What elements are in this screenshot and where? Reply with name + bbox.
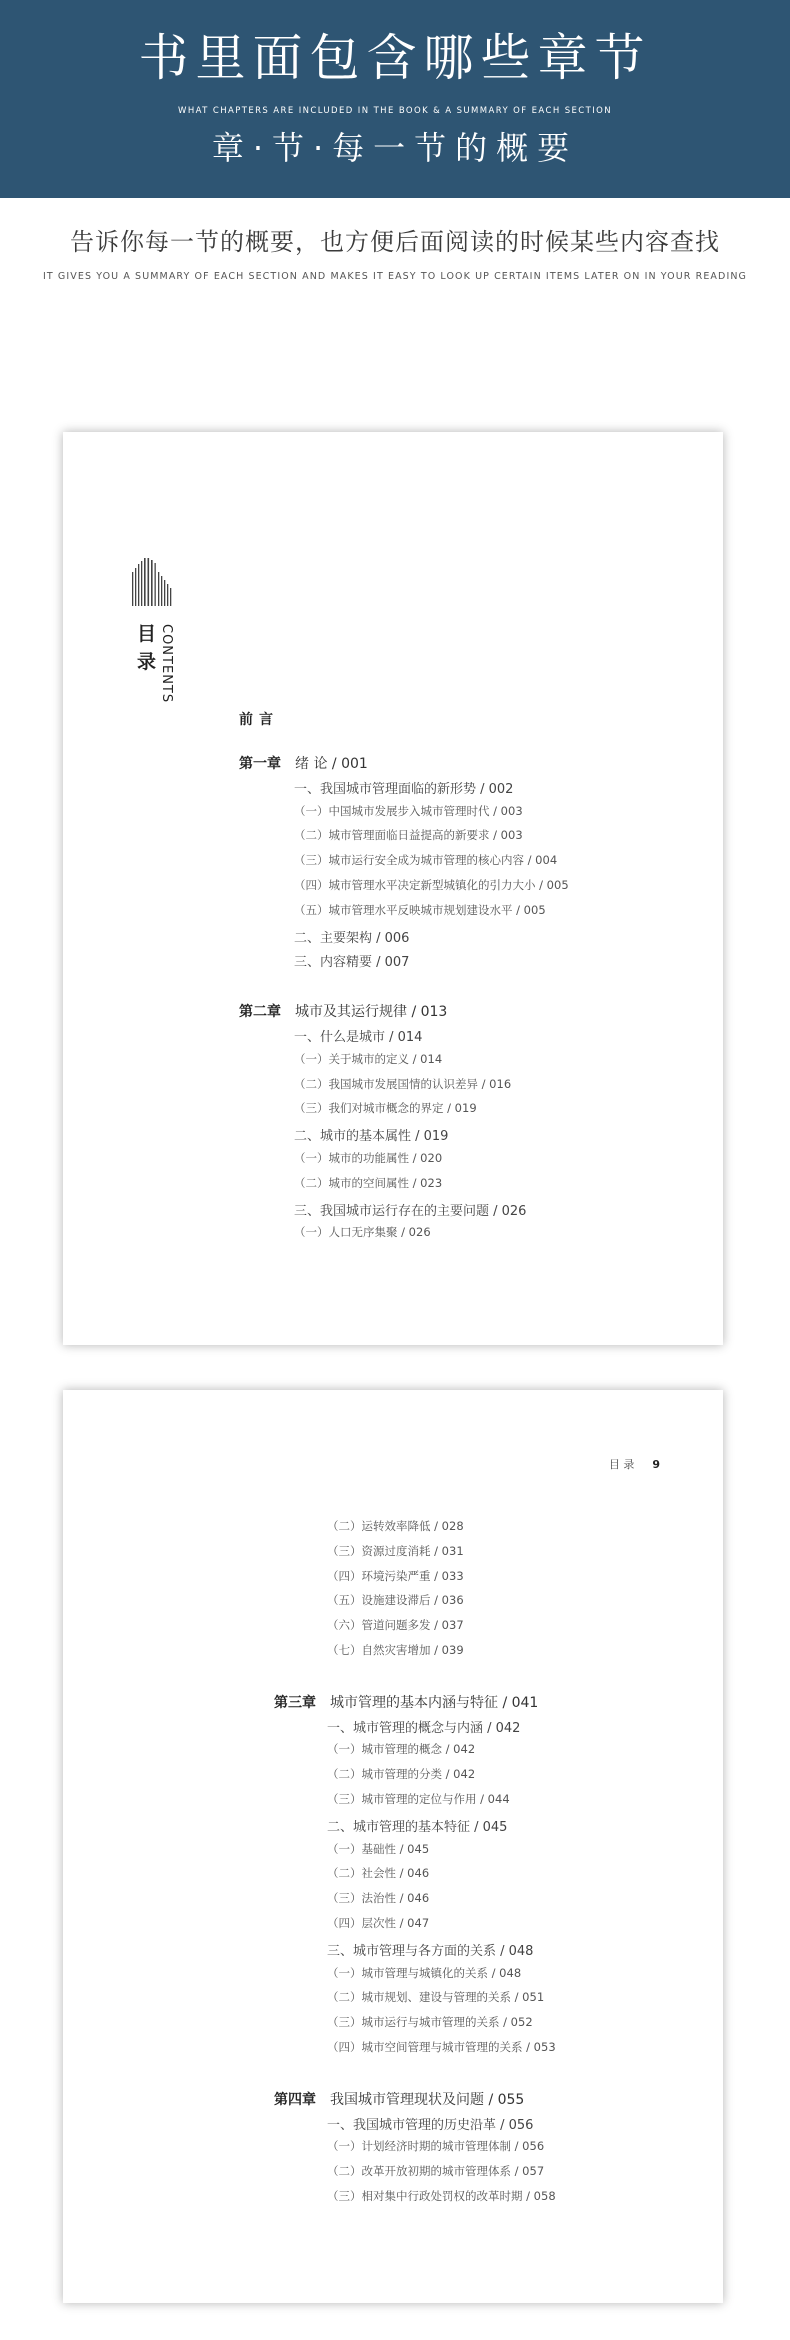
toc-entry-sub: （一）人口无序集聚 / 026 <box>294 1225 431 1240</box>
toc-entry-sub: （四）环境污染严重 / 033 <box>327 1568 464 1583</box>
toc-entry-section: 三、内容精要 / 007 <box>294 955 410 971</box>
toc-entry-sub: （二）社会性 / 046 <box>327 1866 430 1881</box>
toc-entry-sub: （四）层次性 / 047 <box>327 1916 430 1930</box>
page-number: 9 <box>652 1458 660 1471</box>
chapter-number: 第四章 <box>274 2091 316 2108</box>
toc-entry-sub: （三）资源过度消耗 / 031 <box>327 1543 464 1558</box>
toc-entry-section: 二、城市管理的基本特征 / 045 <box>327 1819 508 1835</box>
chapter-title: 城市及其运行规律 / 013 <box>295 1004 448 1021</box>
toc-entry-section: 一、城市管理的概念与内涵 / 042 <box>327 1720 521 1736</box>
chapter-number: 第三章 <box>274 1694 316 1711</box>
toc-preface: 前言 <box>239 712 279 728</box>
toc-entry-sub: （二）城市管理面临日益提高的新要求 / 003 <box>294 828 523 843</box>
building-bars-icon <box>130 558 176 606</box>
toc-entry-sub: （一）基础性 / 045 <box>327 1841 430 1856</box>
chapter-title: 城市管理的基本内涵与特征 / 041 <box>330 1694 539 1711</box>
toc-entry-chapter <box>239 753 368 773</box>
toc-entry-chapter <box>274 1692 538 1712</box>
toc-entry-sub: （五）设施建设滞后 / 036 <box>327 1593 464 1608</box>
chapter-number: 第一章 <box>239 756 281 772</box>
toc-entry-section: 三、城市管理与各方面的关系 / 048 <box>327 1943 534 1959</box>
toc-entry-sub: （一）城市管理与城镇化的关系 / 048 <box>327 1965 522 1980</box>
toc-entry-section: 二、城市的基本属性 / 019 <box>294 1129 449 1145</box>
toc-entry-sub: （一）城市的功能属性 / 020 <box>294 1151 443 1165</box>
chapter-title: 我国城市管理现状及问题 / 055 <box>330 2091 525 2108</box>
toc-entry-sub: （三）城市运行安全成为城市管理的核心内容 / 004 <box>294 853 558 868</box>
toc-entry-sub: （六）管道问题多发 / 037 <box>327 1618 464 1633</box>
toc-page-1 <box>63 432 723 1345</box>
toc-entry-sub: （一）中国城市发展步入城市管理时代 / 003 <box>294 803 523 818</box>
toc-entry-sub: （二）运转效率降低 / 028 <box>327 1519 464 1533</box>
toc-entry-chapter <box>274 2089 524 2109</box>
banner-subtitle-en: WHAT CHAPTERS ARE INCLUDED IN THE BOOK & A SUMMARY OF EACH SECTION <box>178 106 612 116</box>
toc-entry-chapter <box>239 1001 447 1021</box>
toc-entry-section: 一、什么是城市 / 014 <box>294 1030 423 1045</box>
toc-entry-sub: （三）城市运行与城市管理的关系 / 052 <box>327 2015 533 2030</box>
toc-entry-section: 一、我国城市管理面临的新形势 / 002 <box>294 781 514 797</box>
chapter-number: 第二章 <box>239 1004 281 1021</box>
toc-entry-sub: （七）自然灾害增加 / 039 <box>327 1643 464 1657</box>
toc-logo-cn: 目录 <box>137 623 157 673</box>
toc-entry-sub: （二）城市规划、建设与管理的关系 / 051 <box>327 1990 545 2005</box>
toc-logo-en: CONTENTS <box>159 624 174 704</box>
toc-entry-sub: （一）关于城市的定义 / 014 <box>294 1051 443 1066</box>
toc-entry-sub: （一）计划经济时期的城市管理体制 / 056 <box>327 2139 545 2154</box>
toc-entry-section: 二、主要架构 / 006 <box>294 930 410 946</box>
running-head-title: 目 录 <box>608 1458 635 1471</box>
toc-entry-sub: （三）城市管理的定位与作用 / 044 <box>327 1792 510 1806</box>
intro-text-cn: 告诉你每一节的概要，也方便后面阅读的时候某些内容查找 <box>70 228 720 256</box>
intro-text-en: IT GIVES YOU A SUMMARY OF EACH SECTION AND MAKES IT EASY TO LOOK UP CERTAIN ITEMS LATER ON IN YOUR READING <box>42 271 748 282</box>
toc-entry-sub: （二）城市的空间属性 / 023 <box>294 1175 443 1190</box>
toc-entry-sub: （五）城市管理水平反映城市规划建设水平 / 005 <box>294 902 546 917</box>
toc-entry-sub: （二）我国城市发展国情的认识差异 / 016 <box>294 1076 512 1091</box>
toc-entry-section: 一、我国城市管理的历史沿革 / 056 <box>327 2117 534 2133</box>
chapter-title: 绪 论 / 001 <box>295 756 368 772</box>
toc-entry-sub: （三）我们对城市概念的界定 / 019 <box>294 1101 477 1116</box>
banner-title: 书里面包含哪些章节 <box>138 29 652 87</box>
toc-entry-sub: （三）法治性 / 046 <box>327 1891 430 1906</box>
toc-entry-sub: （三）相对集中行政处罚权的改革时期 / 058 <box>327 2189 556 2203</box>
toc-entry-sub: （一）城市管理的概念 / 042 <box>327 1742 476 1757</box>
toc-entry-section: 三、我国城市运行存在的主要问题 / 026 <box>294 1203 527 1219</box>
banner-subtitle-cn: 章·节·每一节的概要 <box>211 129 579 167</box>
toc-entry-sub: （二）城市管理的分类 / 042 <box>327 1767 476 1782</box>
header-banner <box>0 0 790 198</box>
toc-entry-sub: （二）改革开放初期的城市管理体系 / 057 <box>327 2164 545 2179</box>
running-head <box>609 1456 660 1472</box>
toc-page-2 <box>63 1390 723 2303</box>
toc-entry-sub: （四）城市空间管理与城市管理的关系 / 053 <box>327 2040 556 2054</box>
toc-entry-sub: （四）城市管理水平决定新型城镇化的引力大小 / 005 <box>294 878 569 892</box>
